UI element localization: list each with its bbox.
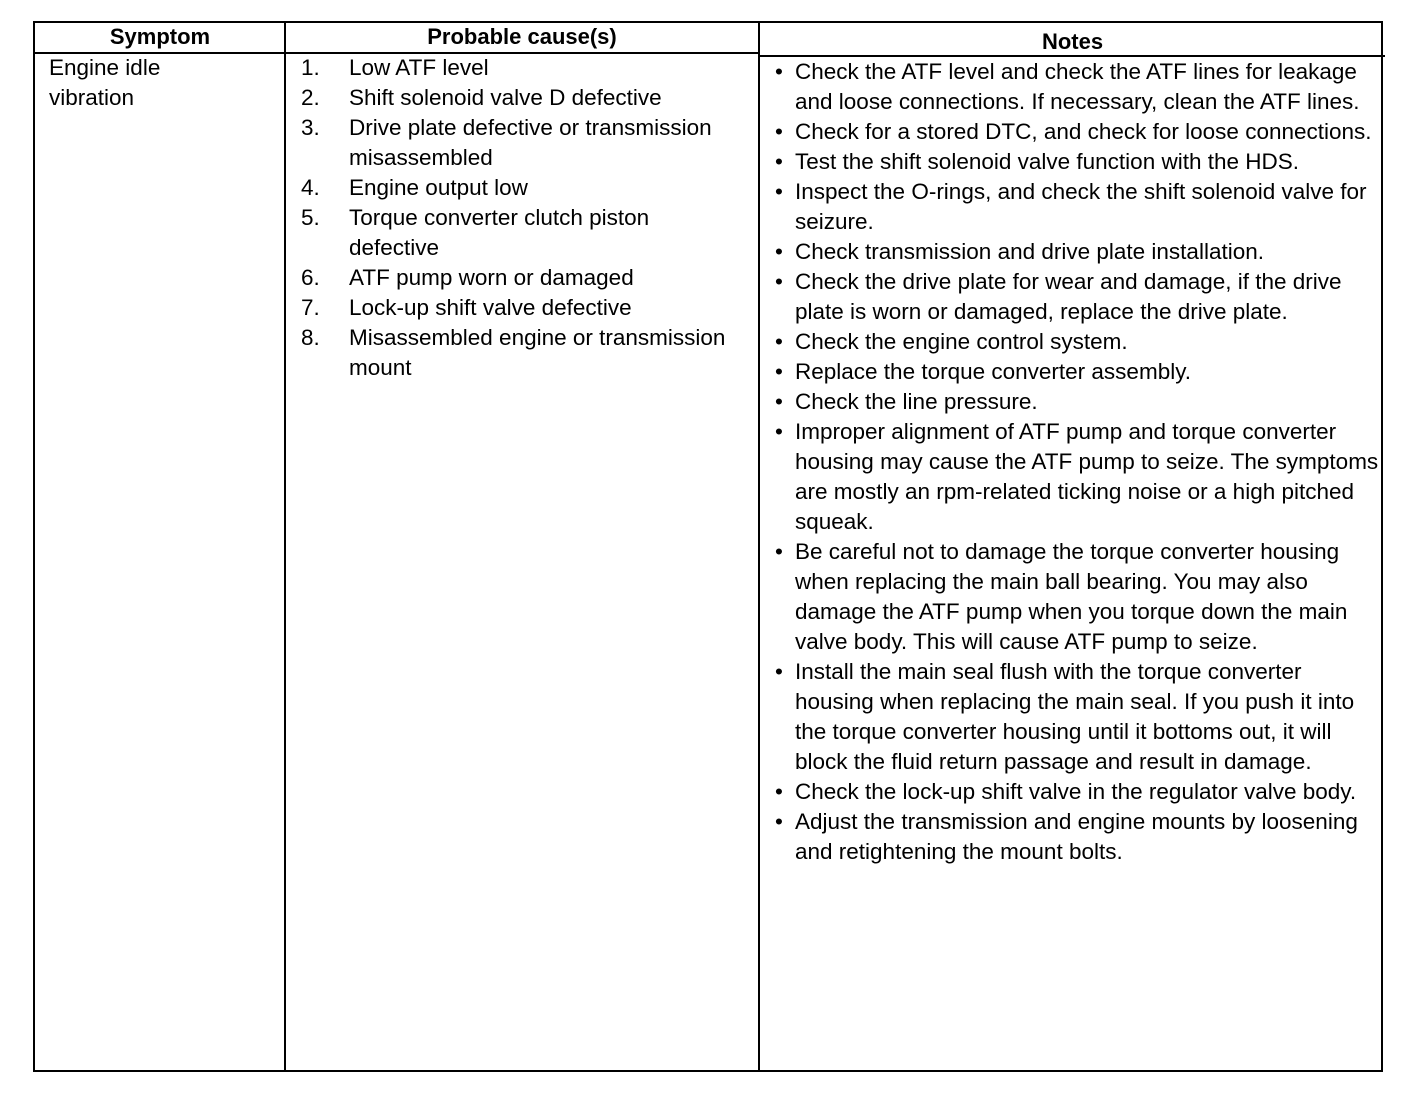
cause-item <box>301 263 741 293</box>
cause-item <box>301 173 741 203</box>
cause-text: Low ATF level <box>349 55 489 80</box>
bullet-icon: • <box>775 539 783 564</box>
note-item <box>773 177 1379 237</box>
note-item <box>773 267 1379 327</box>
cause-number: 8. <box>301 325 320 350</box>
header-notes: Notes <box>1041 29 1104 54</box>
bullet-icon: • <box>775 119 783 144</box>
note-text: Replace the torque converter assembly. <box>795 359 1192 384</box>
cause-text: ATF pump worn or damaged <box>349 265 634 290</box>
cause-item <box>301 83 741 113</box>
column-divider <box>284 23 286 1070</box>
bullet-icon: • <box>775 329 783 354</box>
note-text: Be careful not to damage the torque converter housing when replacing the main ball bearing. You may also damage the ATF pump when you torque down the main valve body. This will cause ATF pump to seize. <box>795 539 1348 654</box>
note-text: Adjust the transmission and engine mounts by loosening and retightening the mount bolts. <box>795 809 1358 864</box>
cause-item <box>301 323 741 383</box>
note-item <box>773 777 1379 807</box>
symptom-cell: Engine idle vibration <box>49 55 161 110</box>
note-text: Install the main seal flush with the torque converter housing when replacing the main seal. If you push it into the torque converter housing until it bottoms out, it will block the fluid return passage and result in damage. <box>795 659 1355 774</box>
cause-number: 2. <box>301 85 320 110</box>
cause-item <box>301 293 741 323</box>
note-item <box>773 57 1379 117</box>
note-text: Check transmission and drive plate installation. <box>795 239 1264 264</box>
cause-number: 7. <box>301 295 320 320</box>
note-text: Test the shift solenoid valve function with the HDS. <box>795 149 1300 174</box>
bullet-icon: • <box>775 59 783 84</box>
header-symptom: Symptom <box>109 24 211 49</box>
note-item <box>773 357 1379 387</box>
bullet-icon: • <box>775 389 783 414</box>
cause-text: Engine output low <box>349 175 528 200</box>
cause-item <box>301 53 741 83</box>
causes-list <box>301 53 741 383</box>
note-text: Check the drive plate for wear and damage, if the drive plate is worn or damaged, replace the drive plate. <box>795 269 1342 324</box>
note-text: Check the ATF level and check the ATF lines for leakage and loose connections. If necessary, clean the ATF lines. <box>795 59 1360 114</box>
cause-item <box>301 113 741 173</box>
cause-text: Lock-up shift valve defective <box>349 295 632 320</box>
column-divider <box>758 23 760 1070</box>
note-text: Check the lock-up shift valve in the regulator valve body. <box>795 779 1357 804</box>
note-item <box>773 327 1379 357</box>
note-item <box>773 117 1379 147</box>
note-text: Improper alignment of ATF pump and torque converter housing may cause the ATF pump to seize. The symptoms are mostly an rpm-related ticking noise or a high pitched squeak. <box>795 419 1379 534</box>
cause-text: Torque converter clutch piston defective <box>349 205 650 260</box>
note-text: Check the engine control system. <box>795 329 1128 354</box>
cause-text: Shift solenoid valve D defective <box>349 85 662 110</box>
note-item <box>773 237 1379 267</box>
bullet-icon: • <box>775 149 783 174</box>
header-probable-causes: Probable cause(s) <box>427 24 617 49</box>
cause-number: 5. <box>301 205 320 230</box>
cause-text: Drive plate defective or transmission misassembled <box>349 115 712 170</box>
bullet-icon: • <box>775 809 783 834</box>
cause-number: 1. <box>301 55 320 80</box>
bullet-icon: • <box>775 359 783 384</box>
note-text: Check for a stored DTC, and check for loose connections. <box>795 119 1372 144</box>
bullet-icon: • <box>775 239 783 264</box>
cause-number: 6. <box>301 265 320 290</box>
troubleshooting-table <box>33 21 1383 1072</box>
bullet-icon: • <box>775 659 783 684</box>
bullet-icon: • <box>775 779 783 804</box>
note-item <box>773 657 1379 777</box>
note-item <box>773 387 1379 417</box>
note-text: Check the line pressure. <box>795 389 1038 414</box>
note-item <box>773 417 1379 537</box>
note-item <box>773 147 1379 177</box>
cause-number: 3. <box>301 115 320 140</box>
note-text: Inspect the O-rings, and check the shift solenoid valve for seizure. <box>795 179 1367 234</box>
bullet-icon: • <box>775 419 783 444</box>
cause-text: Misassembled engine or transmission mount <box>349 325 726 380</box>
bullet-icon: • <box>775 179 783 204</box>
cause-item <box>301 203 741 263</box>
note-item <box>773 537 1379 657</box>
bullet-icon: • <box>775 269 783 294</box>
notes-list <box>773 57 1379 867</box>
cause-number: 4. <box>301 175 320 200</box>
note-item <box>773 807 1379 867</box>
